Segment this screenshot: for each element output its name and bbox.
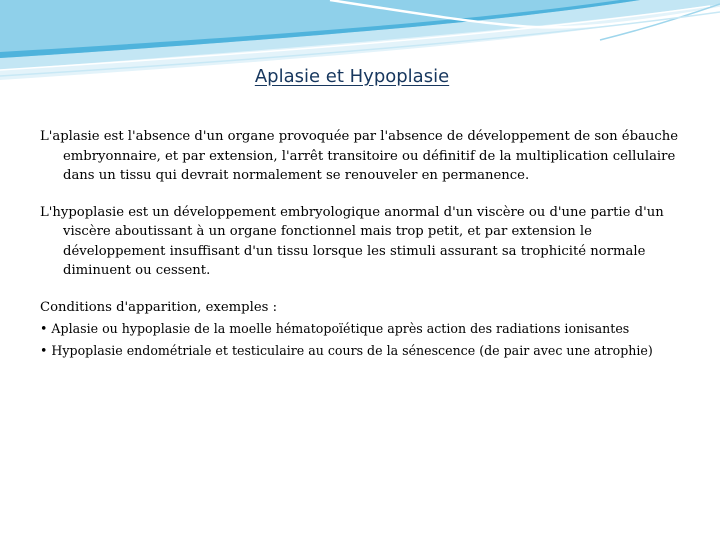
aplasia-definition: L'aplasie est l'absence d'un organe provoquée par l'absence de développement de son ébauche embryonnaire, et par extension, l'arrêt transitoire ou définitif de la multiplication cellulaire dans un tissu qui devrait normalement se renouveler en permanence. [40,129,679,183]
slide-content [40,127,680,362]
hypoplasia-definition: L'hypoplasie est un développement embryologique anormal d'un viscère ou d'une partie d'un viscère aboutissant à un organe fonctionnel mais trop petit, et par extension le développement insuffisant d'un tissu lorsque les stimuli assurant sa trophicité normale diminuent ou cessent. [40,204,664,278]
slide-title: Aplasie et Hypoplasie [254,66,450,87]
conditions-heading: Conditions d'apparition, exemples : [40,299,278,315]
example-item: • Aplasie ou hypoplasie de la moelle hématopoïétique après action des radiations ionisantes [40,321,630,336]
example-item: • Hypoplasie endométriale et testiculaire au cours de la sénescence (de pair avec une atrophie) [40,342,653,358]
